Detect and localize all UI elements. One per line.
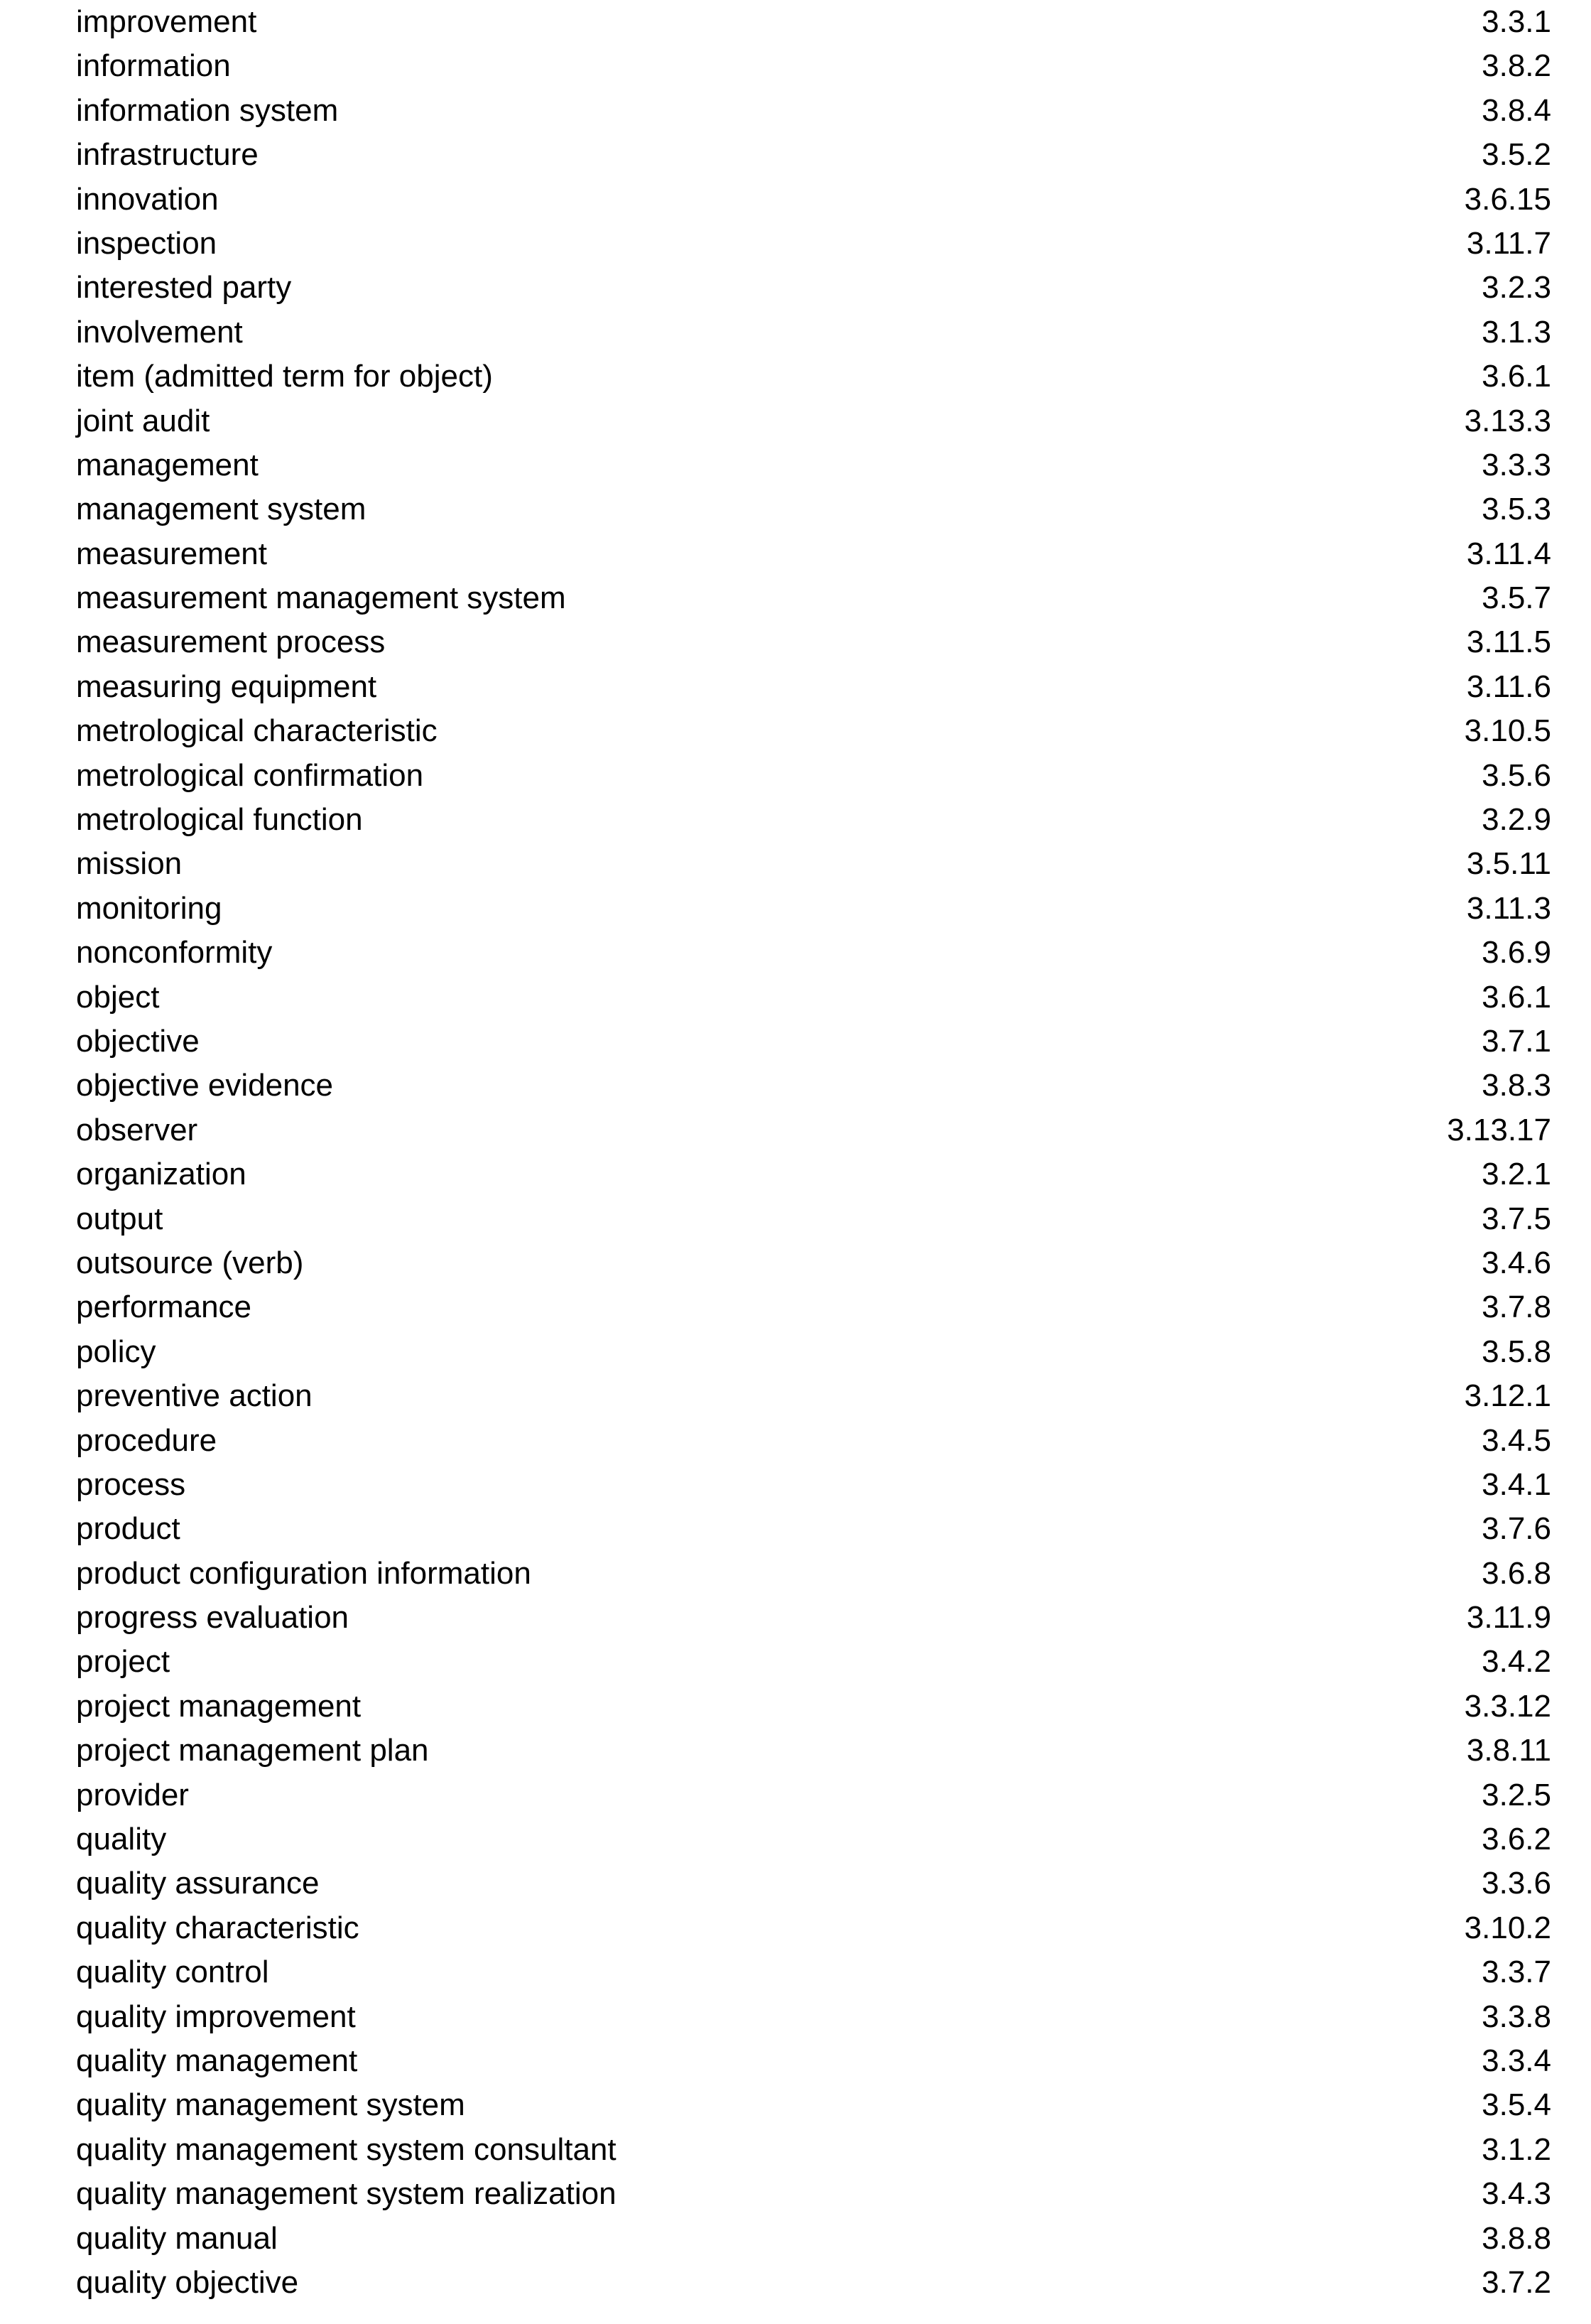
index-term: information (76, 48, 231, 84)
index-entry (0, 266, 1591, 310)
clause-reference: 3.7.5 (1482, 1201, 1551, 1236)
index-entry (0, 709, 1591, 753)
index-entry (0, 1552, 1591, 1596)
clause-reference: 3.5.8 (1482, 1334, 1551, 1369)
index-entry (0, 44, 1591, 88)
clause-reference: 3.3.1 (1482, 4, 1551, 39)
clause-reference: 3.2.5 (1482, 1777, 1551, 1812)
index-term: product configuration information (76, 1555, 531, 1591)
clause-reference: 3.1.2 (1482, 2131, 1551, 2167)
index-entry (0, 1064, 1591, 1108)
clause-reference: 3.6.9 (1482, 935, 1551, 971)
index-entry (0, 1906, 1591, 1950)
clause-reference: 3.2.3 (1482, 270, 1551, 306)
index-term: quality improvement (76, 1999, 356, 2034)
clause-reference: 3.7.1 (1482, 1023, 1551, 1059)
index-entry (0, 665, 1591, 709)
index-term: measurement process (76, 625, 386, 660)
index-entry (0, 1596, 1591, 1640)
clause-reference: 3.3.4 (1482, 2043, 1551, 2078)
index-entry (0, 310, 1591, 355)
index-entry (0, 355, 1591, 399)
index-term: project management plan (76, 1733, 429, 1768)
clause-reference: 3.3.6 (1482, 1866, 1551, 1901)
clause-reference: 3.4.3 (1482, 2176, 1551, 2212)
clause-reference: 3.3.3 (1482, 447, 1551, 482)
index-term: performance (76, 1290, 252, 1325)
index-entry (0, 576, 1591, 620)
clause-reference: 3.6.1 (1482, 359, 1551, 394)
index-entry (0, 1020, 1591, 1064)
index-term: objective (76, 1023, 200, 1059)
clause-reference: 3.4.2 (1482, 1644, 1551, 1680)
clause-reference: 3.11.5 (1466, 625, 1551, 660)
clause-reference: 3.11.7 (1466, 225, 1551, 261)
clause-reference: 3.8.8 (1482, 2220, 1551, 2256)
index-term: inspection (76, 225, 217, 261)
index-entry (0, 2083, 1591, 2127)
index-term: quality management system realization (76, 2176, 617, 2212)
index-entry (0, 1773, 1591, 1817)
index-term: infrastructure (76, 137, 259, 173)
clause-reference: 3.11.4 (1466, 536, 1551, 571)
index-entry (0, 443, 1591, 487)
index-term: involvement (76, 314, 243, 350)
index-term: monitoring (76, 890, 222, 926)
clause-reference: 3.6.8 (1482, 1555, 1551, 1591)
clause-reference: 3.8.2 (1482, 48, 1551, 84)
index-term: management system (76, 492, 366, 527)
index-entry (0, 1330, 1591, 1374)
index-entry (0, 1729, 1591, 1773)
index-term: innovation (76, 181, 219, 217)
index-entry (0, 2172, 1591, 2216)
index-term: mission (76, 846, 183, 882)
clause-reference: 3.8.11 (1466, 1733, 1551, 1768)
index-entry (0, 620, 1591, 664)
index-term: measurement management system (76, 580, 566, 616)
index-term: improvement (76, 4, 257, 39)
clause-reference: 3.12.1 (1464, 1378, 1551, 1414)
index-term: project (76, 1644, 170, 1680)
clause-reference: 3.6.15 (1464, 181, 1551, 217)
clause-reference: 3.5.3 (1482, 492, 1551, 527)
index-entry (0, 1108, 1591, 1152)
index-entry (0, 1197, 1591, 1241)
clause-reference: 3.10.5 (1464, 713, 1551, 749)
index-term: quality objective (76, 2264, 299, 2300)
index-term: output (76, 1201, 163, 1236)
index-entry (0, 1419, 1591, 1463)
clause-reference: 3.3.8 (1482, 1999, 1551, 2034)
index-term: observer (76, 1112, 198, 1147)
clause-reference: 3.2.1 (1482, 1157, 1551, 1192)
clause-reference: 3.5.11 (1466, 846, 1551, 882)
index-term: procedure (76, 1422, 217, 1458)
index-entry (0, 1507, 1591, 1551)
index-entry (0, 931, 1591, 975)
index-entry (0, 222, 1591, 266)
index-entry (0, 0, 1591, 44)
index-entry (0, 2039, 1591, 2083)
index-entry (0, 1685, 1591, 1729)
index-term: objective evidence (76, 1068, 334, 1103)
index-entry (0, 133, 1591, 177)
index-term: project management (76, 1688, 362, 1724)
index-term: joint audit (76, 403, 210, 438)
index-entry (0, 842, 1591, 886)
index-term: management (76, 447, 259, 482)
clause-reference: 3.6.1 (1482, 979, 1551, 1015)
clause-reference: 3.13.17 (1447, 1112, 1551, 1147)
index-term: provider (76, 1777, 189, 1812)
clause-reference: 3.4.6 (1482, 1245, 1551, 1280)
index-term: metrological confirmation (76, 757, 424, 793)
index-entry (0, 399, 1591, 443)
clause-reference: 3.11.9 (1466, 1600, 1551, 1636)
clause-reference: 3.2.9 (1482, 802, 1551, 838)
index-entry (0, 2128, 1591, 2172)
index-entry (0, 2217, 1591, 2261)
index-entry (0, 798, 1591, 842)
clause-reference: 3.7.8 (1482, 1290, 1551, 1325)
index-term: process (76, 1466, 186, 1502)
index-term: quality management (76, 2043, 358, 2078)
index-term: information system (76, 92, 339, 128)
index-entry (0, 1374, 1591, 1418)
index-entry (0, 975, 1591, 1020)
index-term: progress evaluation (76, 1600, 349, 1636)
clause-reference: 3.6.2 (1482, 1822, 1551, 1857)
clause-reference: 3.4.5 (1482, 1422, 1551, 1458)
index-entry (0, 532, 1591, 576)
index-term: measuring equipment (76, 669, 377, 704)
clause-reference: 3.3.7 (1482, 1955, 1551, 1990)
index-term: quality control (76, 1955, 269, 1990)
clause-reference: 3.5.6 (1482, 757, 1551, 793)
index-term: measurement (76, 536, 268, 571)
index-entry (0, 1950, 1591, 1994)
clause-reference: 3.10.2 (1464, 1910, 1551, 1945)
index-term: quality manual (76, 2220, 278, 2256)
index-entry (0, 1463, 1591, 1507)
clause-reference: 3.13.3 (1464, 403, 1551, 438)
index-entry (0, 89, 1591, 133)
index-term: interested party (76, 270, 292, 306)
index-entry (0, 1152, 1591, 1196)
index-term: policy (76, 1334, 156, 1369)
index-term: item (admitted term for object) (76, 359, 493, 394)
index-term: preventive action (76, 1378, 313, 1414)
clause-reference: 3.1.3 (1482, 314, 1551, 350)
clause-reference: 3.5.4 (1482, 2087, 1551, 2123)
index-term: organization (76, 1157, 246, 1192)
clause-reference: 3.3.12 (1464, 1688, 1551, 1724)
index-term: quality management system consultant (76, 2131, 617, 2167)
index-entry (0, 754, 1591, 798)
clause-reference: 3.8.4 (1482, 92, 1551, 128)
index-entry (0, 487, 1591, 531)
index-entry (0, 1241, 1591, 1285)
index-term: nonconformity (76, 935, 273, 971)
clause-reference: 3.5.7 (1482, 580, 1551, 616)
clause-reference: 3.7.2 (1482, 2264, 1551, 2300)
index-term: object (76, 979, 160, 1015)
index-term: metrological characteristic (76, 713, 438, 749)
index-entry (0, 2261, 1591, 2305)
index-entry (0, 1861, 1591, 1906)
index-term: quality management system (76, 2087, 465, 2123)
index-entry (0, 1995, 1591, 2039)
index-term: metrological function (76, 802, 363, 838)
index-term: product (76, 1511, 180, 1547)
index-entry (0, 1817, 1591, 1861)
clause-reference: 3.11.3 (1466, 890, 1551, 926)
clause-reference: 3.7.6 (1482, 1511, 1551, 1547)
index-term: quality (76, 1822, 167, 1857)
clause-reference: 3.8.3 (1482, 1068, 1551, 1103)
index-entry (0, 1285, 1591, 1329)
clause-reference: 3.4.1 (1482, 1466, 1551, 1502)
index-term: quality assurance (76, 1866, 320, 1901)
index-entry (0, 178, 1591, 222)
index-entry (0, 887, 1591, 931)
clause-reference: 3.5.2 (1482, 137, 1551, 173)
index-term: outsource (verb) (76, 1245, 304, 1280)
clause-reference: 3.11.6 (1466, 669, 1551, 704)
index-entry (0, 1640, 1591, 1684)
index-term: quality characteristic (76, 1910, 359, 1945)
